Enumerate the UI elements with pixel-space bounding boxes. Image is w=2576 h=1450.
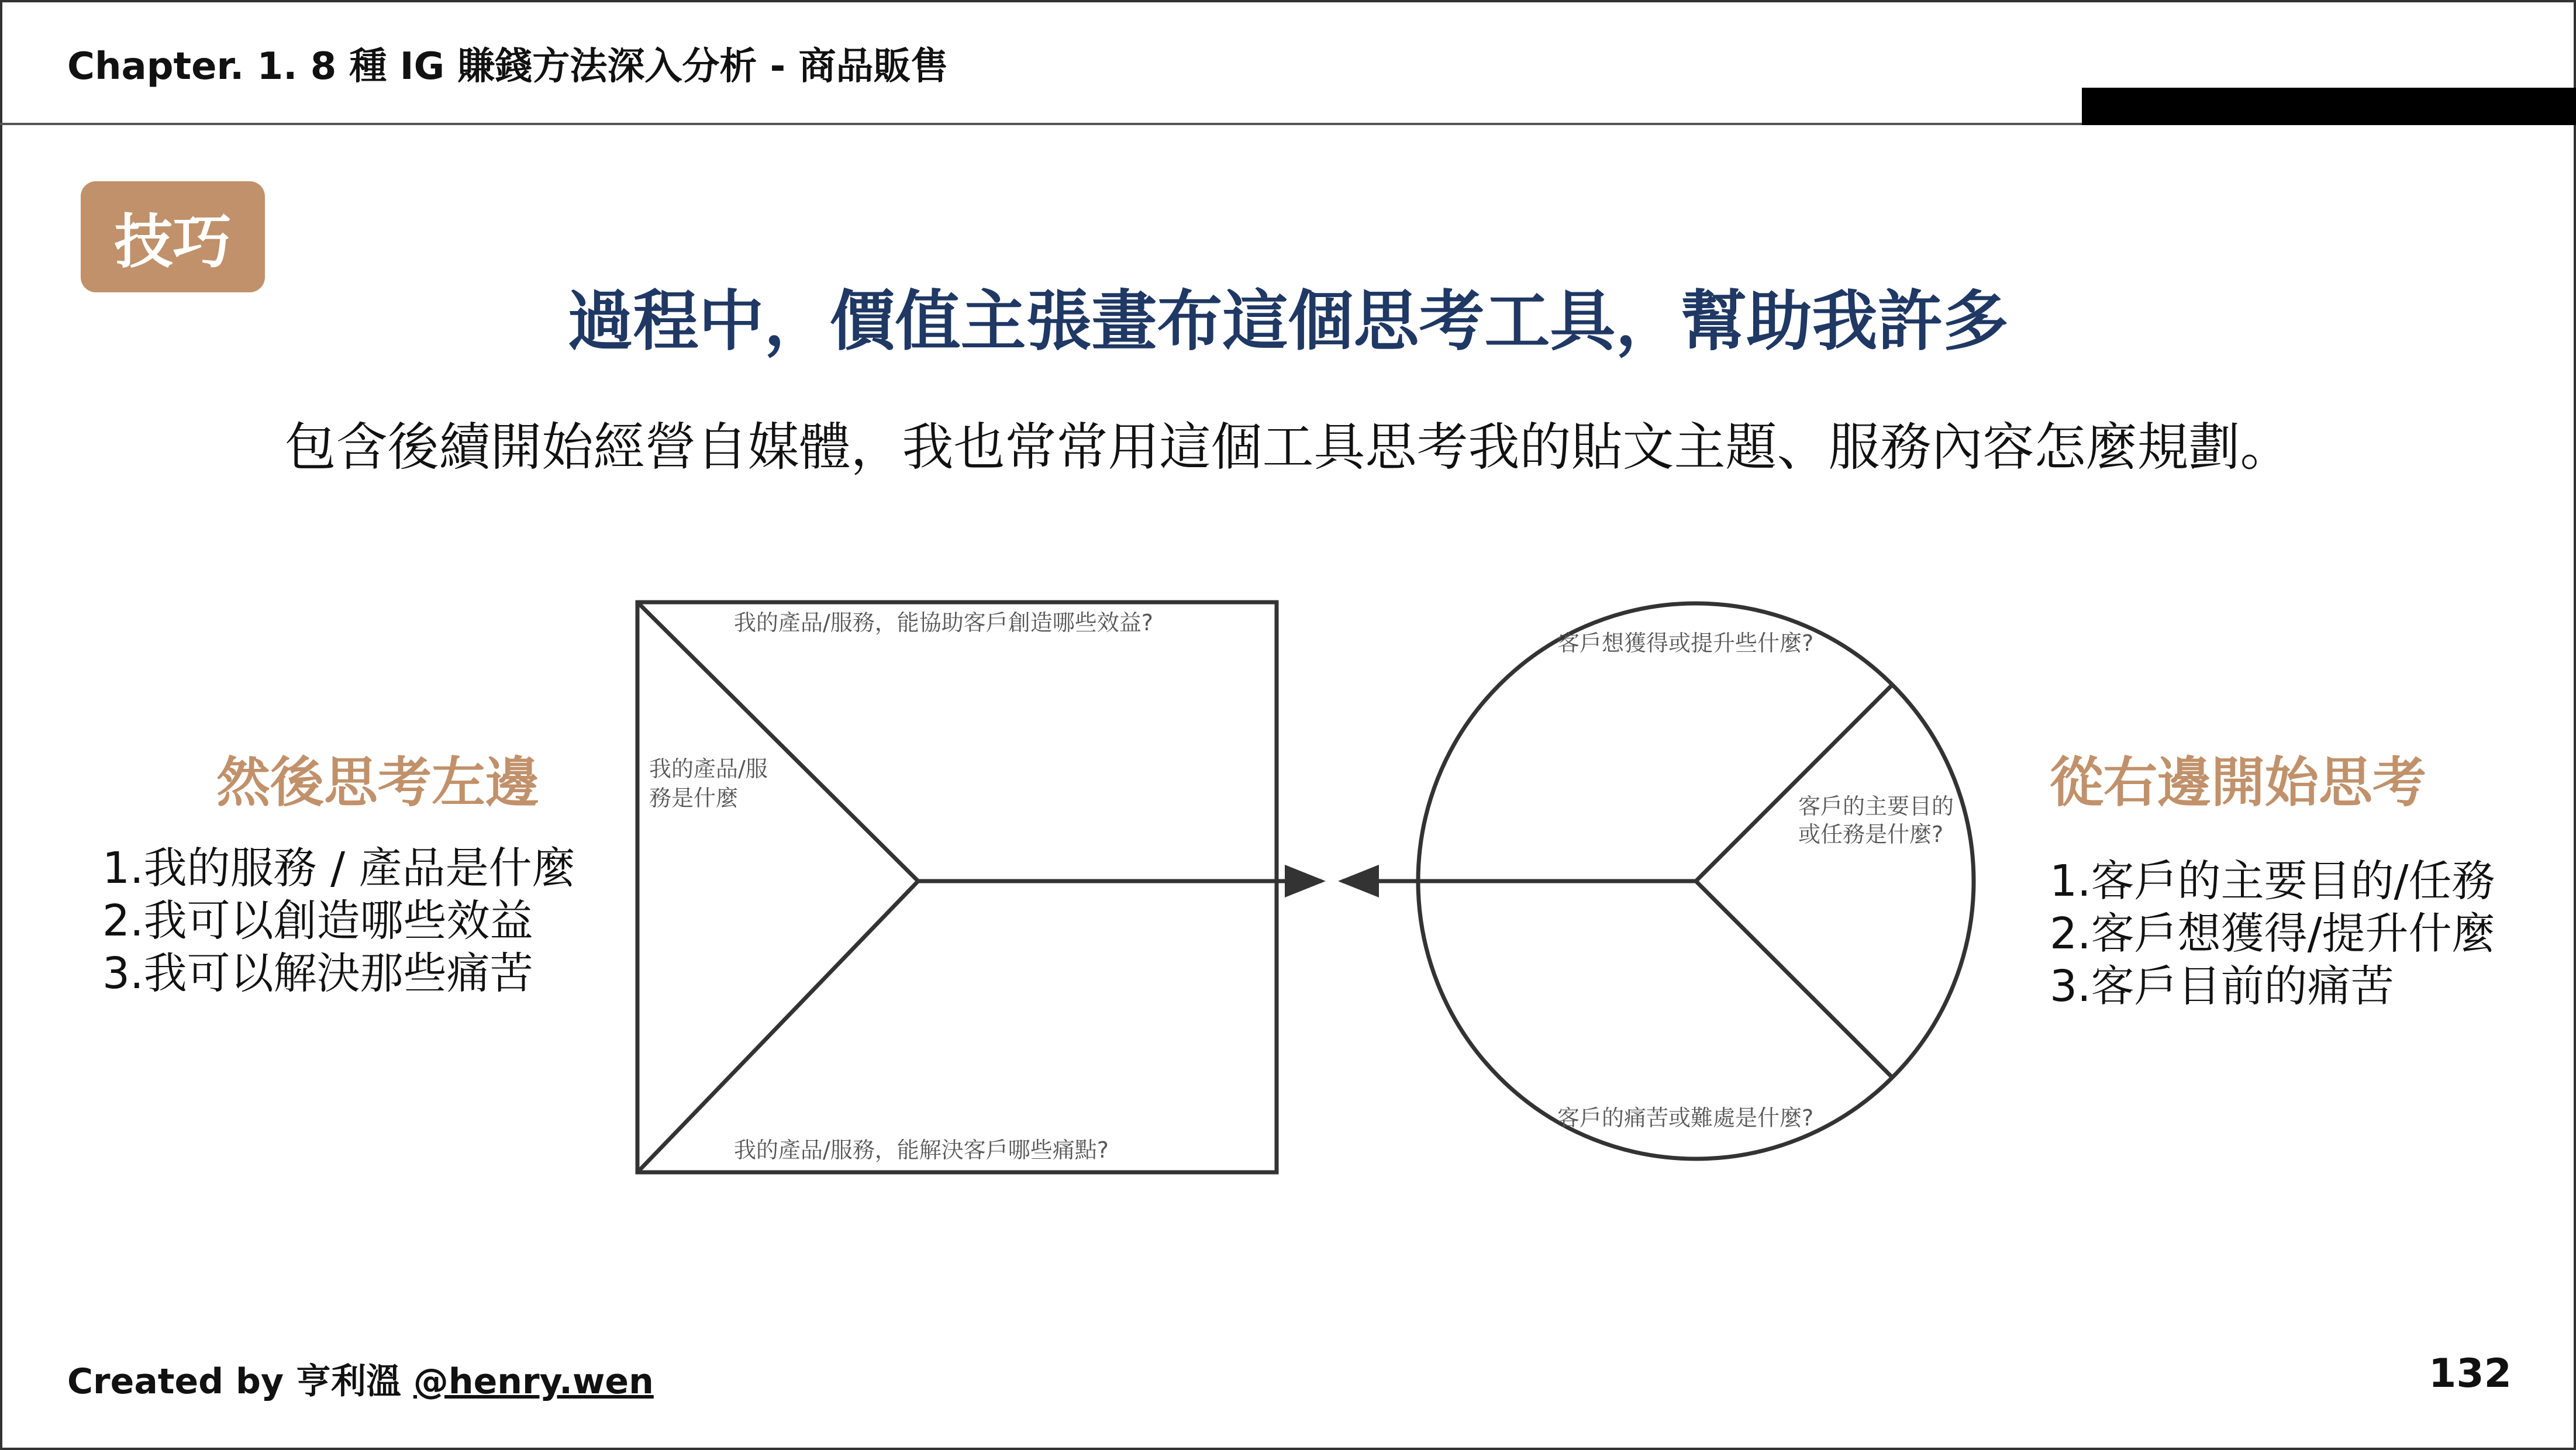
chapter-title: Chapter. 1. 8 種 IG 賺錢方法深入分析 - 商品販售 (67, 45, 949, 88)
list-item: 2.客戶想獲得/提升什麼 (2050, 909, 2495, 959)
list-item: 2.我可以創造哪些效益 (102, 896, 533, 946)
value-map-square (637, 602, 1277, 1172)
value-map-upper-diagonal (637, 602, 918, 881)
gain-creators-label: 我的產品/服務，能協助客戶創造哪些效益? (734, 610, 1153, 636)
customer-gains-label: 客戶想獲得或提升些什麼? (1557, 630, 1814, 656)
products-services-label-line2: 務是什麼 (649, 785, 739, 811)
author-credit (67, 1354, 654, 1404)
tip-badge: 技巧 (81, 181, 265, 292)
customer-pains-label: 客戶的痛苦或難處是什麼? (1557, 1105, 1814, 1131)
list-item: 1.客戶的主要目的/任務 (2050, 856, 2495, 906)
right-panel-heading: 從右邊開始思考 (2050, 751, 2427, 814)
subheadline: 包含後續開始經營自媒體，我也常常用這個工具思考我的貼文主題、服務內容怎麼規劃。 (284, 417, 2292, 477)
customer-profile-lower-line (1696, 881, 1892, 1078)
list-item: 3.客戶目前的痛苦 (2050, 961, 2394, 1011)
author-handle-link[interactable]: @henry.wen (413, 1361, 654, 1402)
customer-profile-upper-line (1696, 685, 1892, 881)
left-panel-heading: 然後思考左邊 (216, 751, 540, 814)
list-item: 3.我可以解決那些痛苦 (102, 948, 533, 999)
author-credit-text: Created by 亨利溫 (67, 1361, 413, 1402)
products-services-label-line1: 我的產品/服 (649, 756, 768, 782)
list-item: 1.我的服務 / 產品是什麼 (102, 843, 575, 893)
headline: 過程中，價值主張畫布這個思考工具，幫助我許多 (567, 284, 2009, 360)
customer-jobs-label-line2: 或任務是什麼? (1798, 821, 1944, 847)
value-map-lower-diagonal (637, 881, 918, 1172)
pain-relievers-label: 我的產品/服務，能解決客戶哪些痛點? (734, 1137, 1109, 1163)
customer-jobs-label-line1: 客戶的主要目的 (1798, 793, 1954, 819)
page-number: 132 (2429, 1351, 2512, 1397)
